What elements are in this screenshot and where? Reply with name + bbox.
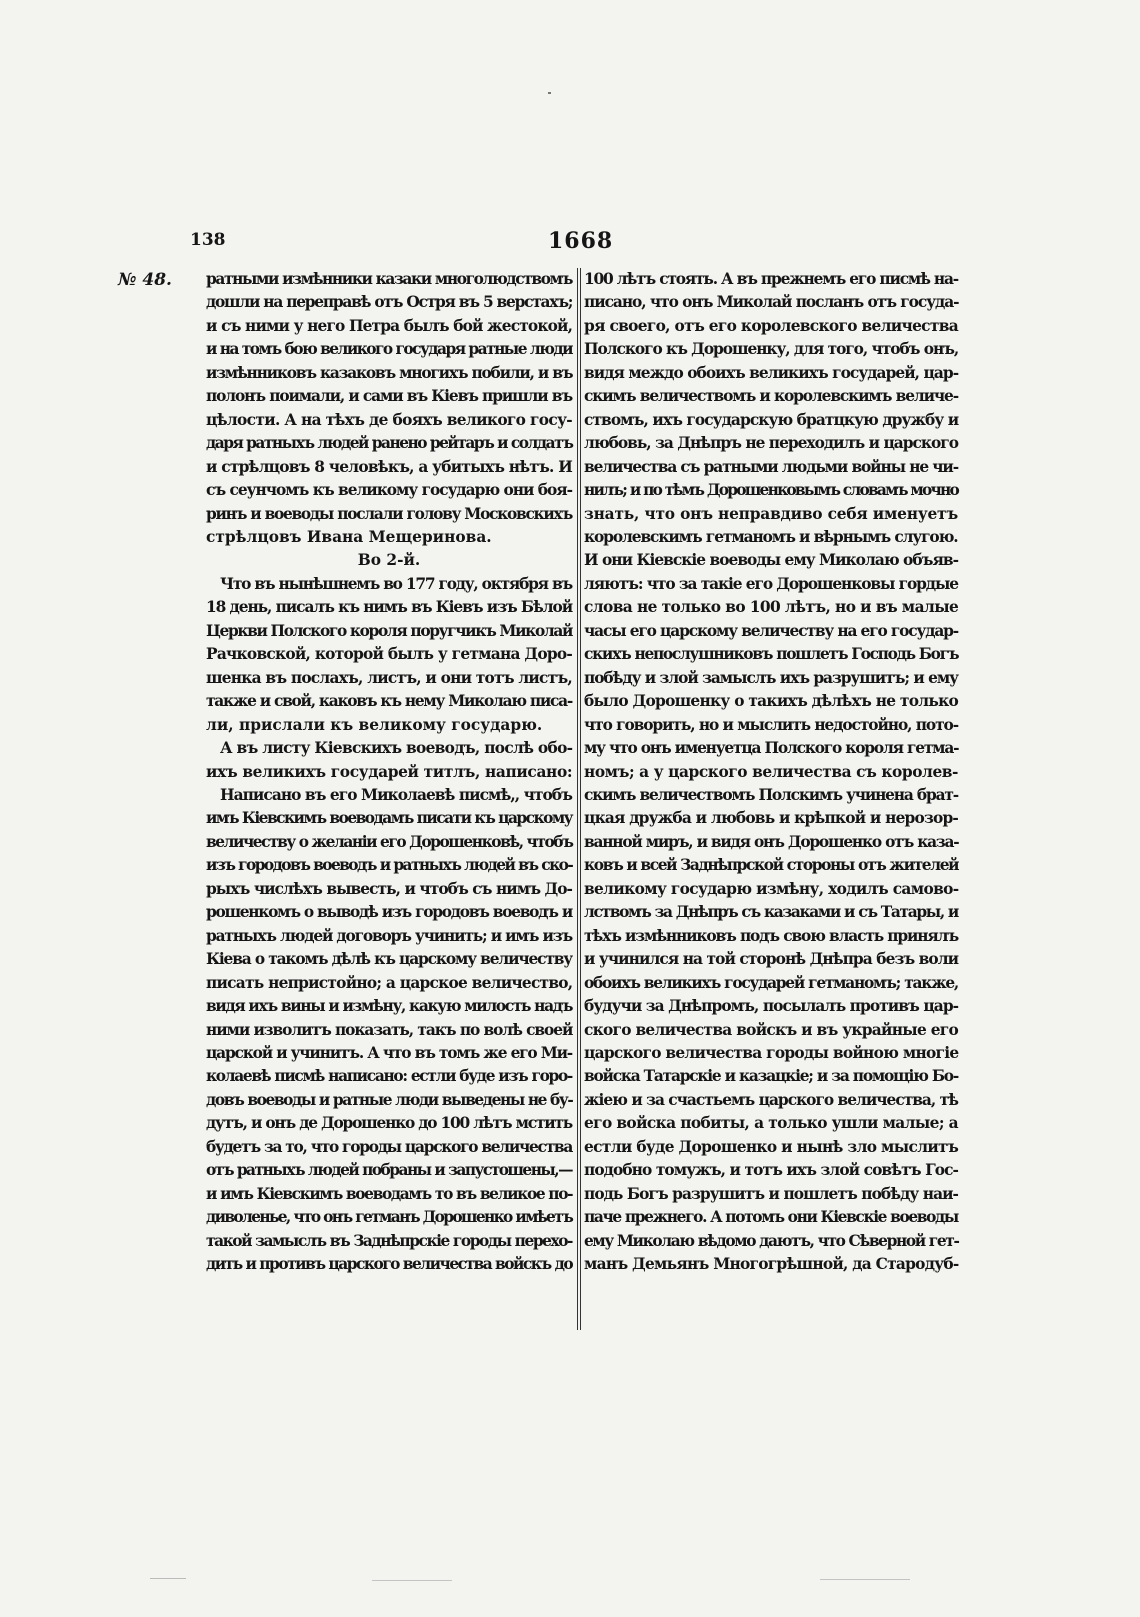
column-divider xyxy=(577,268,581,1330)
text-line: было Дорошенку о такихъ дѣлѣхъ не только xyxy=(584,692,959,711)
text-line: видя ихъ вины и измѣну, какую милость надъ xyxy=(206,997,573,1016)
text-line: великому государю измѣну, ходилъ самово- xyxy=(584,879,959,898)
text-line: шенка въ послахъ, листъ, и они тотъ листъ, xyxy=(206,668,572,687)
text-line: колаевѣ писмѣ написано: естли буде изъ горо- xyxy=(206,1067,572,1086)
text-line: ратными измѣнники казаки многолюдствомъ xyxy=(206,270,572,288)
text-line: видя междо обоихъ великихъ государей, цар- xyxy=(584,363,959,382)
text-line: царской и учинитъ. А что въ томъ же его Ми- xyxy=(206,1043,572,1062)
text-line: подобно томужъ, и тотъ ихъ злой совѣтъ Гос- xyxy=(584,1161,958,1180)
text-line: скимъ величествомъ и королевскимъ величе- xyxy=(584,387,958,406)
text-line: ря своего, отъ его королевского величества xyxy=(584,316,958,335)
text-line: дутъ, и онъ де Дорошенко до 100 лѣтъ мстить xyxy=(206,1114,572,1133)
text-line: ринъ и воеводы послали голову Московскихъ xyxy=(206,504,572,523)
text-line: цкая дружба и любовь и крѣпкой и нерозор- xyxy=(584,809,958,828)
text-line: величества съ ратными людьми войны не чи- xyxy=(584,457,958,476)
page-number: 138 xyxy=(190,230,226,250)
text-line: естли буде Дорошенко и нынѣ зло мыслитъ xyxy=(584,1137,959,1156)
text-line: Рачковской, которой былъ у гетмана Доро- xyxy=(206,645,572,664)
text-line: скихъ непослушниковъ пошлетъ Господь Богъ xyxy=(584,645,959,664)
text-line: 100 лѣтъ стоять. А въ прежнемъ его писмѣ на- xyxy=(584,270,958,288)
text-line: И они Кіевскіе воеводы ему Миколаю объяв- xyxy=(584,551,958,570)
text-line: величеству о желаніи его Дорошенковѣ, чтобъ xyxy=(206,832,573,851)
text-line: будетъ за то, что городы царского величества xyxy=(206,1137,573,1156)
text-line: что говорить, но и мыслить недостойно, пото- xyxy=(584,715,958,734)
text-line: ковъ и всей Заднѣпрской стороны отъ жителей xyxy=(584,856,959,875)
left-column xyxy=(206,268,572,1276)
text-line: любовь, за Днѣпръ не переходилъ и царского xyxy=(584,434,958,453)
text-line: нилъ; и по тѣмъ Дорошенковымъ словамъ мочно xyxy=(584,481,958,500)
text-line: скимъ величествомъ Полскимъ учинена брат- xyxy=(584,785,958,804)
text-line: Кіева о такомъ дѣлѣ къ царскому величеству xyxy=(206,950,572,969)
text-line: дошли на переправѣ отъ Остря въ 5 верстахъ; xyxy=(206,293,573,312)
text-line: ляютъ: что за такіе его Дорошенковы гордые xyxy=(584,574,958,593)
text-line: и имъ Кіевскимъ воеводамъ то въ великое по- xyxy=(206,1184,573,1203)
page-speck xyxy=(372,1580,452,1581)
text-line: его войска побиты, а только ушли малые; а xyxy=(584,1114,958,1133)
text-line: Написано въ его Миколаевѣ писмѣ,, чтобъ xyxy=(220,785,572,804)
text-line: писать непристойно; а царское величество, xyxy=(206,973,573,992)
text-line: войска Татарскіе и казацкіе; и за помощію Бо- xyxy=(584,1067,958,1086)
text-line: и стрѣлцовъ 8 человѣкъ, а убитыхъ нѣтъ. И xyxy=(206,457,572,476)
text-line: номъ; а у царского величества съ королев- xyxy=(584,762,958,781)
text-line: ствомъ, ихъ государскую братцкую дружбу и xyxy=(584,410,959,429)
text-line: цѣлости. А на тѣхъ де бояхъ великого госу- xyxy=(206,410,572,429)
text-line: будучи за Днѣпромъ, посылалъ противъ цар- xyxy=(584,997,959,1016)
text-line: ними изволитъ показать, такъ по волѣ своей xyxy=(206,1020,573,1039)
text-line: знать, что онъ неправдиво себя именуетъ xyxy=(584,504,958,523)
text-line: ратныхъ людей договоръ учинить; и имъ изъ xyxy=(206,926,572,945)
text-line: Церкви Полского короля поругчикъ Миколай xyxy=(206,621,573,640)
text-line: и учинился на той сторонѣ Днѣпра безъ воли xyxy=(584,950,959,969)
text-line: манъ Демьянъ Многогрѣшной, да Стародуб- xyxy=(584,1255,959,1274)
text-line: тѣхъ измѣнниковъ подъ свою власть принялъ xyxy=(584,926,958,945)
text-line: ему Миколаю вѣдомо даютъ, что Сѣверной гет- xyxy=(584,1231,959,1250)
text-line: также и свой, каковъ къ нему Миколаю писа- xyxy=(206,692,572,711)
text-line: подь Богъ разрушитъ и пошлетъ побѣду наи- xyxy=(584,1184,958,1203)
text-line: ли, прислали къ великому государю. xyxy=(206,715,543,734)
text-line: съ сеунчомъ къ великому государю они боя- xyxy=(206,481,572,500)
text-line: Во 2-й. xyxy=(357,551,421,570)
text-line: ванной миръ, и видя онъ Дорошенко отъ каза- xyxy=(584,832,959,851)
text-line: диволенье, что онъ гетманъ Дорошенко имѣетъ xyxy=(206,1208,573,1227)
text-line: рошенкомъ о выводѣ изъ городовъ воеводъ и xyxy=(206,903,572,922)
text-line: такой замыслъ въ Заднѣпрскіе городы перехо- xyxy=(206,1231,572,1250)
text-line: обоихъ великихъ государей гетманомъ; также, xyxy=(584,973,958,992)
text-line: отъ ратныхъ людей побраны и запустошены,— xyxy=(206,1161,572,1180)
text-line: рыхъ числѣхъ вывесть, и чтобъ съ нимъ До- xyxy=(206,879,572,898)
text-line: измѣнниковъ казаковъ многихъ побили, и въ xyxy=(206,363,573,382)
text-line: 18 день, писалъ къ нимъ въ Кіевъ изъ Бѣлой xyxy=(206,598,573,617)
text-line: Что въ нынѣшнемъ во 177 году, октября въ xyxy=(220,574,572,593)
text-line: дить и противъ царского величества войскъ до xyxy=(206,1255,573,1274)
text-line: имъ Кіевскимъ воеводамъ писати къ царскому xyxy=(206,809,572,828)
text-line: ихъ великихъ государей титлъ, написано: xyxy=(206,762,573,781)
document-number: № 48. xyxy=(118,270,172,290)
right-column xyxy=(584,268,958,1276)
page-speck xyxy=(548,92,551,94)
text-line: жіею и за счастьемъ царского величества, тѣ xyxy=(584,1090,958,1109)
text-line: довъ воеводы и ратные люди выведены не бу- xyxy=(206,1090,573,1109)
text-line: даря ратныхъ людей ранено рейтаръ и солдатъ xyxy=(206,434,573,453)
text-line: изъ городовъ воеводъ и ратныхъ людей въ ско- xyxy=(206,856,573,875)
text-line: писано, что онъ Миколай посланъ отъ госуда- xyxy=(584,293,959,312)
text-line: А въ листу Кіевскихъ воеводъ, послѣ обо- xyxy=(220,739,573,758)
text-line: стрѣлцовъ Ивана Мещеринова. xyxy=(206,527,492,546)
text-line: и съ ними у него Петра былъ бой жестокой, xyxy=(206,316,573,335)
text-line: ского величества войскъ и въ украйные его xyxy=(584,1020,958,1039)
text-line: паче прежнего. А потомъ они Кіевскіе воеводы xyxy=(584,1208,958,1227)
text-line: часы его царскому величеству на его государ- xyxy=(584,621,959,640)
text-line: побѣду и злой замыслъ ихъ разрушитъ; и ему xyxy=(584,668,958,687)
text-line: му что онъ именуетца Полского короля гетма- xyxy=(584,739,959,758)
page-speck xyxy=(820,1579,910,1580)
year-heading: 1668 xyxy=(548,228,614,254)
text-line: царского величества городы войною многіе xyxy=(584,1043,959,1062)
text-line: и на томъ бою великого государя ратные люди xyxy=(206,340,572,359)
text-line: лствомъ за Днѣпръ съ казаками и съ Татары, и xyxy=(584,903,958,922)
text-line: полонъ поимали, и сами въ Кіевъ пришли въ xyxy=(206,387,573,406)
text-line: королевскимъ гетманомъ и вѣрнымъ слугою. xyxy=(584,527,958,546)
page-speck xyxy=(150,1578,186,1579)
text-line: Полского къ Дорошенку, для того, чтобъ онъ, xyxy=(584,340,959,359)
text-line: слова не только во 100 лѣтъ, но и въ малые xyxy=(584,598,959,617)
